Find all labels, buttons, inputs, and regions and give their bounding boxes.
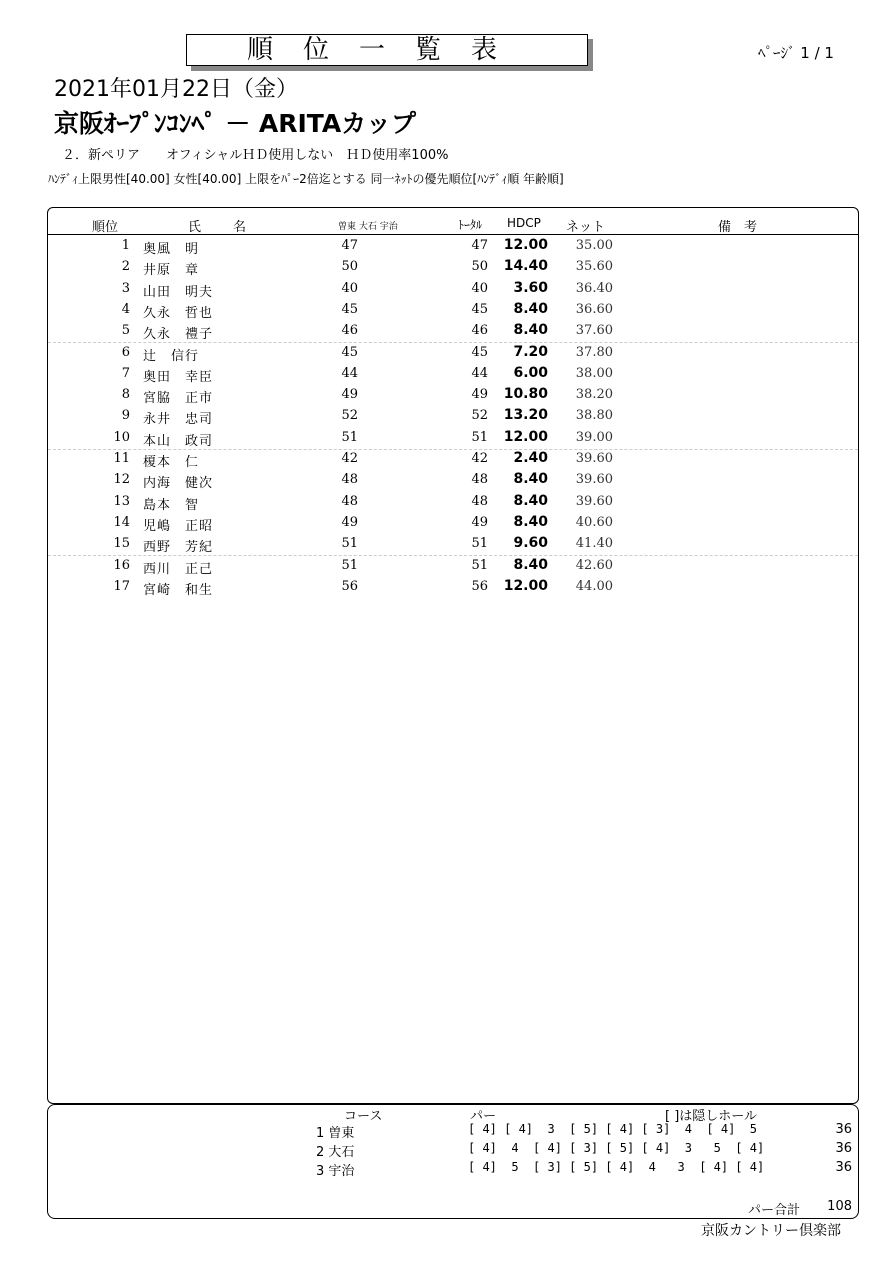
header-courses: 曽東 大石 宇治 [338,222,398,232]
course-score-cell: 45 [341,344,358,360]
header-remarks: 備 考 [718,220,758,235]
name-cell: 辻 信行 [143,348,200,364]
name-cell: 児嶋 正昭 [143,518,214,534]
name-cell: 西野 芳紀 [143,540,214,556]
rank-cell: 6 [121,344,130,360]
par-total-value: 108 [827,1199,852,1214]
header-hdcp: HDCP [507,216,541,230]
rank-cell: 5 [121,323,130,339]
name-cell: 奥田 幸臣 [143,369,214,385]
net-cell: 36.40 [575,280,613,296]
net-cell: 40.60 [575,514,613,530]
rank-cell: 1 [121,238,130,253]
name-cell: 井原 章 [143,263,200,279]
course-hole-pars: [ 4] 4 [ 4] [ 3] [ 5] [ 4] 3 5 [ 4] [468,1141,765,1155]
hdcp-cell: 8.40 [513,300,548,317]
name-cell: 山田 明夫 [143,284,214,300]
net-cell: 39.60 [575,451,613,466]
course-score-cell: 48 [341,493,358,509]
hdcp-cell: 12.00 [503,237,548,253]
name-cell: 久永 禮子 [143,327,214,343]
table-row [48,556,858,577]
hdcp-cell: 13.20 [503,407,548,424]
name-cell: 西川 正己 [143,561,214,577]
total-cell: 40 [471,280,488,296]
table-row [48,385,858,406]
rank-cell: 8 [121,387,130,403]
course-label: コース [344,1109,383,1124]
hdcp-cell: 8.40 [513,322,548,339]
course-par-total: 36 [835,1160,852,1175]
net-cell: 35.00 [575,238,613,253]
handicap-rule: ﾊﾝﾃﾞｨ上限男性[40.00] 女性[40.00] 上限をﾊﾟｰ2倍迄とする 同一ﾈｯﾄの優先順位[ﾊﾝﾃﾞｨ順 年齢順] [48,172,564,186]
total-cell: 52 [471,408,488,424]
course-par-total: 36 [835,1122,852,1137]
rank-cell: 13 [113,493,130,509]
hdcp-cell: 12.00 [503,577,548,594]
net-cell: 36.60 [575,301,613,317]
rank-cell: 11 [113,451,130,466]
table-row [48,279,858,300]
course-score-cell: 42 [341,451,358,466]
header-rank: 順位 [92,220,119,235]
rank-cell: 17 [113,578,130,594]
table-row [48,257,858,278]
table-row [48,513,858,534]
hdcp-cell: 8.40 [513,556,548,573]
results-table [47,207,859,1104]
name-cell: 宮脇 正市 [143,391,214,407]
rank-cell: 4 [121,301,130,317]
report-title: 順位一覧表 [186,34,588,66]
table-row [48,406,858,427]
course-score-cell: 49 [341,387,358,403]
hdcp-cell: 8.40 [513,513,548,530]
table-row [48,300,858,321]
hdcp-cell: 12.00 [503,428,548,445]
header-net: ネット [566,220,606,235]
hdcp-cell: 6.00 [513,364,548,381]
calculation-method: ２．新ペリア オフィシャルＨＤ使用しない ＨＤ使用率100% [62,148,449,163]
net-cell: 39.00 [575,429,613,445]
course-score-cell: 48 [341,472,358,488]
rank-cell: 14 [113,514,130,530]
name-cell: 島本 智 [143,497,200,513]
course-score-cell: 51 [341,536,358,552]
course-score-cell: 44 [341,365,358,381]
table-row [48,364,858,385]
net-cell: 38.80 [575,408,613,424]
hdcp-cell: 10.80 [503,386,548,403]
total-cell: 47 [471,238,488,253]
page-indicator: ﾍﾟｰｼﾞ 1 / 1 [758,44,834,62]
rank-cell: 7 [121,365,130,381]
rank-cell: 9 [121,408,130,424]
rank-cell: 16 [113,557,130,573]
event-title: 京阪ｵｰﾌﾟﾝｺﾝﾍﾟ － ARITAカップ [54,109,417,138]
net-cell: 44.00 [575,578,613,594]
rank-cell: 15 [113,536,130,552]
name-cell: 宮崎 和生 [143,582,214,598]
course-score-cell: 47 [341,238,358,253]
net-cell: 35.60 [575,259,613,275]
table-row [48,492,858,513]
hdcp-cell: 14.40 [503,258,548,275]
course-score-cell: 50 [341,259,358,275]
club-name: 京阪カントリー倶楽部 [701,1223,841,1239]
total-cell: 48 [471,472,488,488]
total-cell: 49 [471,387,488,403]
hdcp-cell: 8.40 [513,492,548,509]
course-score-cell: 45 [341,301,358,317]
course-score-cell: 40 [341,280,358,296]
course-score-cell: 51 [341,429,358,445]
hdcp-cell: 8.40 [513,471,548,488]
header-divider [48,234,858,235]
name-cell: 奥風 明 [143,242,200,257]
net-cell: 41.40 [575,536,613,552]
course-par-box [47,1104,859,1219]
total-cell: 46 [471,323,488,339]
par-total-label: パー合計 [748,1203,801,1218]
net-cell: 38.20 [575,387,613,403]
hdcp-cell: 9.60 [513,535,548,552]
course-score-cell: 56 [341,578,358,594]
net-cell: 42.60 [575,557,613,573]
table-row [48,343,858,364]
rank-cell: 3 [121,280,130,296]
total-cell: 45 [471,344,488,360]
event-date: 2021年01月22日（金） [54,77,298,102]
total-cell: 56 [471,578,488,594]
total-cell: 44 [471,365,488,381]
name-cell: 本山 政司 [143,433,214,449]
name-cell: 永井 忠司 [143,412,214,428]
total-cell: 50 [471,259,488,275]
table-row [48,470,858,491]
course-score-cell: 46 [341,323,358,339]
table-row [48,321,858,343]
course-name: 3 宇治 [316,1164,355,1179]
net-cell: 37.80 [575,344,613,360]
net-cell: 38.00 [575,365,613,381]
total-cell: 49 [471,514,488,530]
table-row [48,449,858,470]
name-cell: 久永 哲也 [143,305,214,321]
table-row [48,428,858,450]
course-par-total: 36 [835,1141,852,1156]
course-score-cell: 52 [341,408,358,424]
course-row [48,1122,858,1139]
table-row [48,534,858,556]
hdcp-cell: 2.40 [513,450,548,466]
rank-cell: 10 [113,429,130,445]
hidden-hole-note: [ ]は隠しホール [665,1109,758,1124]
par-label: パー [470,1109,497,1124]
net-cell: 37.60 [575,323,613,339]
course-name: 2 大石 [316,1145,355,1160]
name-cell: 内海 健次 [143,476,214,492]
rank-cell: 2 [121,259,130,275]
course-hole-pars: [ 4] [ 4] 3 [ 5] [ 4] [ 3] 4 [ 4] 5 [468,1122,757,1136]
header-total: ﾄｰﾀﾙ [458,218,483,232]
course-score-cell: 49 [341,514,358,530]
net-cell: 39.60 [575,493,613,509]
course-row [48,1160,858,1177]
hdcp-cell: 7.20 [513,343,548,360]
course-name: 1 曽東 [316,1126,355,1141]
total-cell: 51 [471,536,488,552]
total-cell: 48 [471,493,488,509]
total-cell: 45 [471,301,488,317]
hdcp-cell: 3.60 [513,279,548,296]
total-cell: 42 [471,451,488,466]
course-hole-pars: [ 4] 5 [ 3] [ 5] [ 4] 4 3 [ 4] [ 4] [468,1160,765,1174]
course-score-cell: 51 [341,557,358,573]
table-row [48,236,858,257]
total-cell: 51 [471,557,488,573]
header-name: 氏 名 [188,220,249,235]
total-cell: 51 [471,429,488,445]
table-row [48,577,858,598]
rank-cell: 12 [113,472,130,488]
name-cell: 榎本 仁 [143,455,200,470]
course-row [48,1141,858,1158]
net-cell: 39.60 [575,472,613,488]
